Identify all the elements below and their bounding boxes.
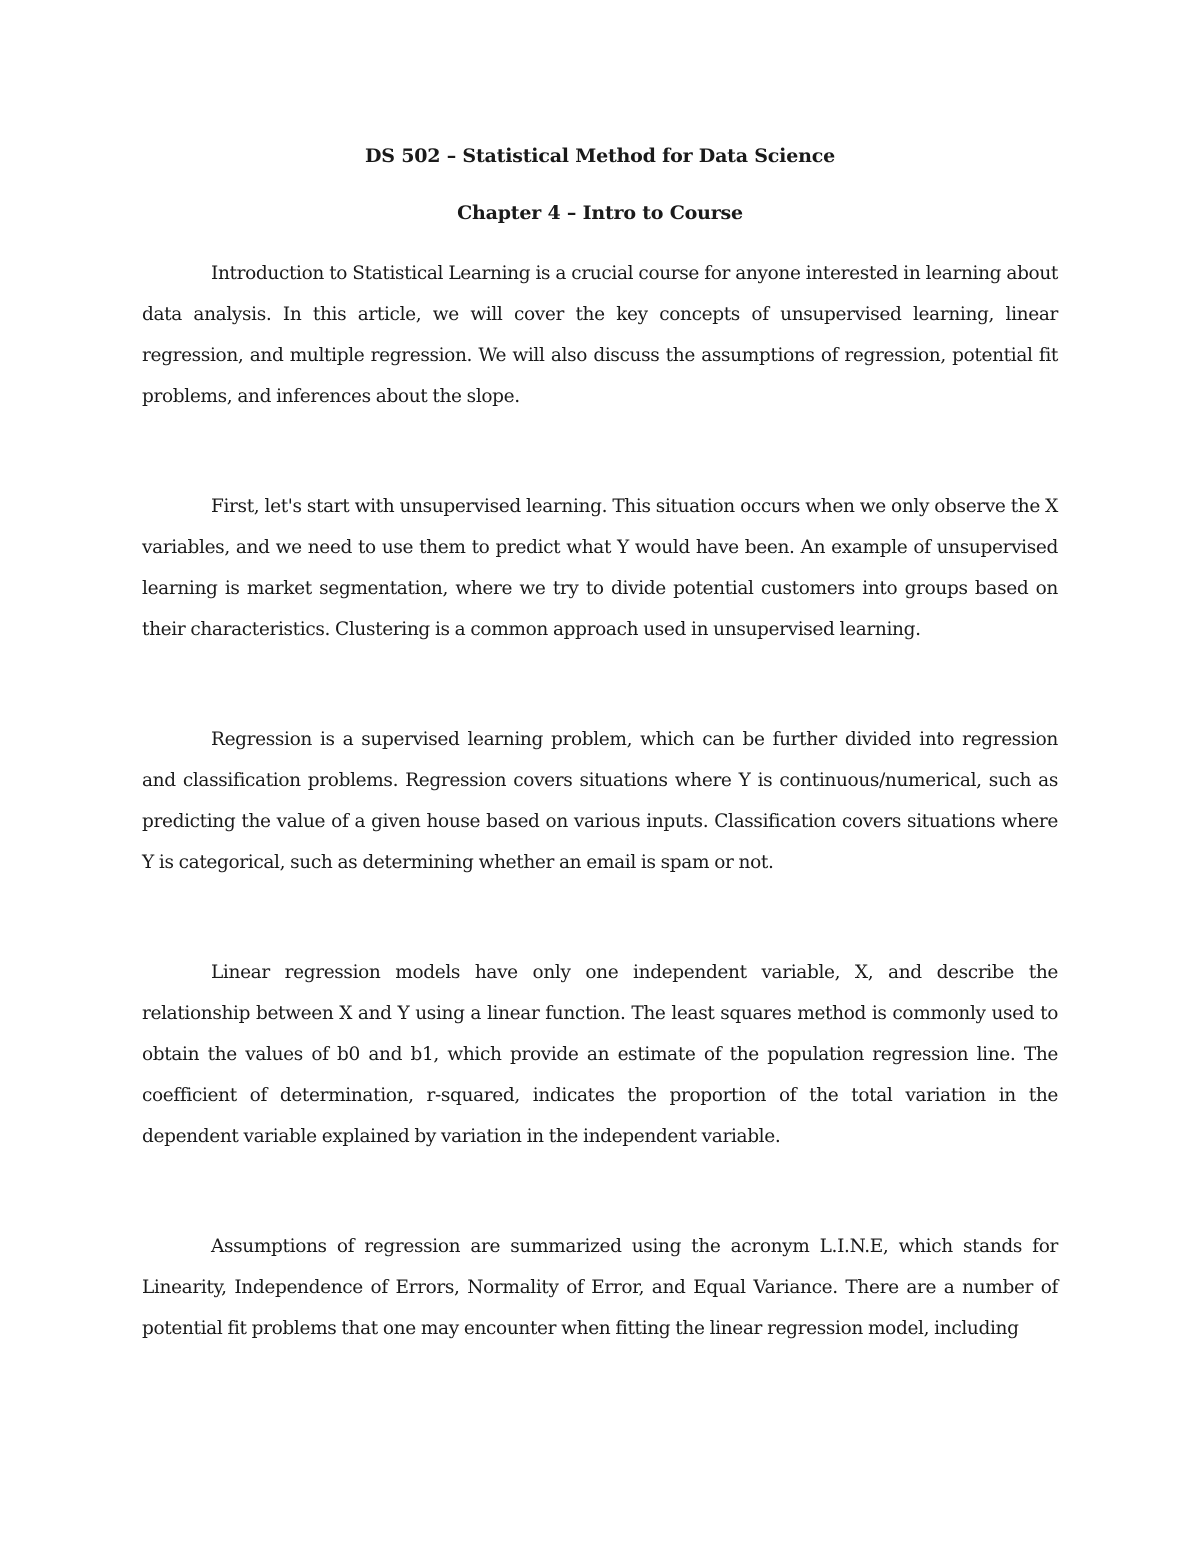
paragraph-linear-regression: Linear regression models have only one independent variable, X, and describe the relationship between X and Y using a linear function. The least squares method is commonly used to obtain the values of b0 and b1, which provide an estimate of the population regression line. The coefficient of determination, r-squared, indicates the proportion of the total variation in the dependent variable explained by variation in the independent variable.: [142, 962, 1058, 1147]
paragraph-assumptions: Assumptions of regression are summarized using the acronym L.I.N.E, which stands for Linearity, Independence of Errors, Normality of Error, and Equal Variance. There are a number of potential fit problems that one may encounter when fitting the linear regression model, including: [142, 1236, 1058, 1339]
paragraph-introduction: Introduction to Statistical Learning is a crucial course for anyone interested in learning about data analysis. In this article, we will cover the key concepts of unsupervised learning, linear regression, and multiple regression. We will also discuss the assumptions of regression, potential fit problems, and inferences about the slope.: [142, 263, 1058, 407]
paragraph-unsupervised-learning: First, let's start with unsupervised learning. This situation occurs when we only observe the X variables, and we need to use them to predict what Y would have been. An example of unsupervised learning is market segmentation, where we try to divide potential customers into groups based on their characteristics. Clustering is a common approach used in unsupervised learning.: [142, 496, 1058, 640]
paragraph-regression: Regression is a supervised learning problem, which can be further divided into regression and classification problems. Regression covers situations where Y is continuous/numerical, such as predicting the value of a given house based on various inputs. Classification covers situations where Y is categorical, such as determining whether an email is spam or not.: [142, 729, 1058, 873]
document-body: [142, 141, 1058, 1349]
chapter-title: Chapter 4 – Intro to Course: [457, 202, 743, 224]
course-title: DS 502 – Statistical Method for Data Science: [365, 145, 835, 167]
